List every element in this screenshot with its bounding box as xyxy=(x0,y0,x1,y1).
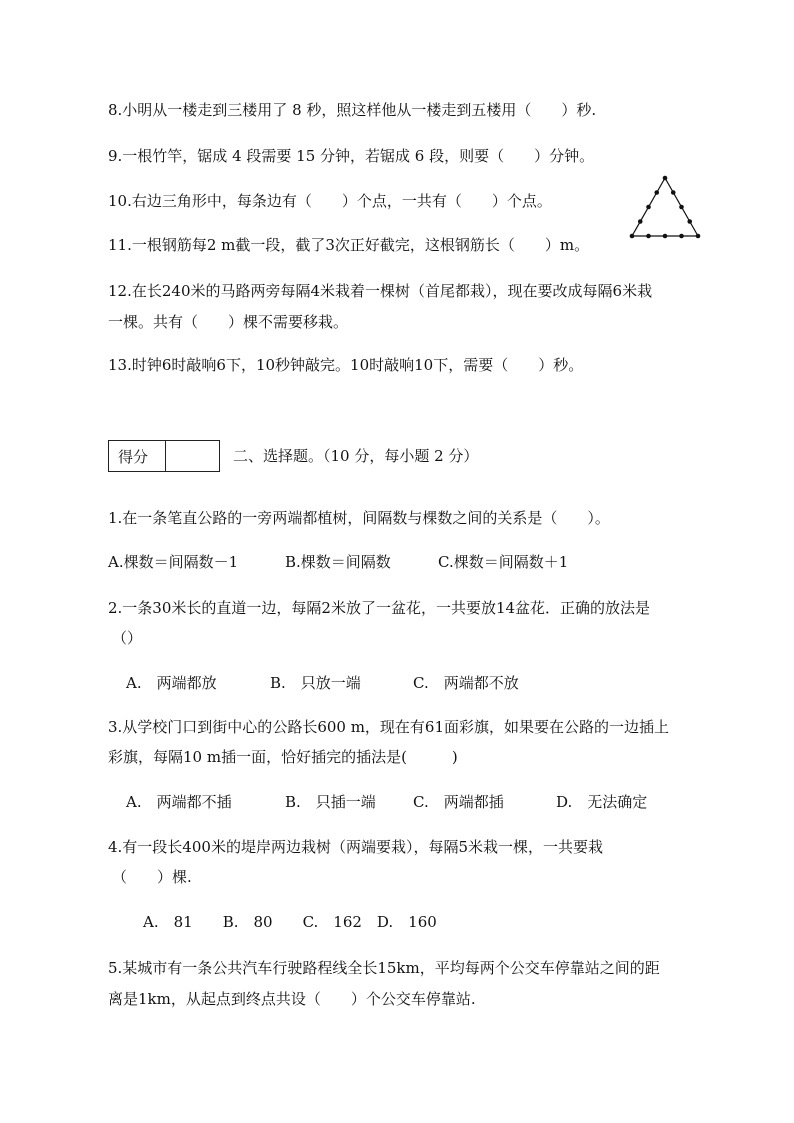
choice-q5-stem-line1: 5.某城市有一条公共汽车行驶路程线全长15km，平均每两个公交车停靠站之间的距 xyxy=(108,959,660,977)
choice-q3-stem-line2: 彩旗，每隔10 m插一面，恰好插完的插法是( ) xyxy=(108,748,458,766)
choice-q2-option-a: A. 两端都放 xyxy=(126,674,217,692)
triangle-dot xyxy=(696,234,701,239)
choice-q2-option-b: B. 只放一端 xyxy=(270,674,361,692)
choice-q5-stem-line2: 离是1km，从起点到终点共设（ ）个公交车停靠站. xyxy=(108,990,476,1008)
question-12-line2: 一棵。共有（ ）棵不需要移栽。 xyxy=(108,313,349,331)
choice-q3-option-a: A. 两端都不插 xyxy=(126,793,232,811)
choice-q3-option-c: C. 两端都插 xyxy=(413,793,504,811)
question-10: 10.右边三角形中，每条边有（ ）个点，一共有（ ）个点。 xyxy=(108,192,552,210)
question-11: 11.一根钢筋每2 m截一段，截了3次正好截完，这根钢筋长（ ）m。 xyxy=(108,236,590,254)
choice-q1-option-a: A.棵数＝间隔数－1 xyxy=(108,553,239,571)
choice-q4-stem-line1: 4.有一段长400米的堤岸两边栽树（两端要栽），每隔5米栽一棵，一共要栽 xyxy=(108,838,603,856)
triangle-outline xyxy=(632,178,698,236)
score-value-cell[interactable] xyxy=(166,441,219,471)
triangle-dot xyxy=(679,234,684,239)
triangle-dot xyxy=(638,219,643,224)
question-13: 13.时钟6时敲响6下，10秒钟敲完。10时敲响10下，需要（ ）秒。 xyxy=(108,356,584,374)
choice-q2-stem-line1: 2.一条30米长的直道一边，每隔2米放了一盆花，一共要放14盆花．正确的放法是 xyxy=(108,599,651,617)
triangle-dot xyxy=(630,234,635,239)
choice-q2-option-c: C. 两端都不放 xyxy=(413,674,519,692)
triangle-dot xyxy=(654,190,659,195)
choice-q1-stem: 1.在一条笔直公路的一旁两端都植树，间隔数与棵数之间的关系是（ ）。 xyxy=(108,509,610,527)
choice-q4-stem-line2: （ ）棵. xyxy=(112,868,192,886)
triangle-dot xyxy=(679,205,684,210)
question-8: 8.小明从一楼走到三楼用了 8 秒，照这样他从一楼走到五楼用（ ）秒. xyxy=(108,101,597,119)
choice-q3-stem-line1: 3.从学校门口到街中心的公路长600 m，现在有61面彩旗，如果要在公路的一边插上 xyxy=(108,718,670,736)
score-label: 得分 xyxy=(109,441,166,471)
question-9: 9.一根竹竿，锯成 4 段需要 15 分钟，若锯成 6 段，则要（ ）分钟。 xyxy=(108,147,595,165)
triangle-dot xyxy=(687,219,692,224)
triangle-dot xyxy=(646,234,651,239)
triangle-dot xyxy=(663,234,668,239)
choice-q1-option-b: B.棵数＝间隔数 xyxy=(285,553,391,571)
score-box xyxy=(108,440,220,472)
dotted-triangle-figure xyxy=(626,172,704,244)
triangle-dot xyxy=(663,176,668,181)
triangle-dot xyxy=(671,190,676,195)
choice-q2-stem-line2: （） xyxy=(112,629,143,647)
choice-q3-option-b: B. 只插一端 xyxy=(285,793,376,811)
choice-q1-option-c: C.棵数＝间隔数＋1 xyxy=(438,553,569,571)
question-12-line1: 12.在长240米的马路两旁每隔4米栽着一棵树（首尾都栽），现在要改成每隔6米栽 xyxy=(108,282,653,300)
choice-q4-options: A. 81 B. 80 C. 162 D. 160 xyxy=(143,913,437,931)
triangle-dot xyxy=(646,205,651,210)
choice-q3-option-d: D. 无法确定 xyxy=(556,793,648,811)
section-heading-choice: 二、选择题。（10 分，每小题 2 分） xyxy=(233,447,479,465)
